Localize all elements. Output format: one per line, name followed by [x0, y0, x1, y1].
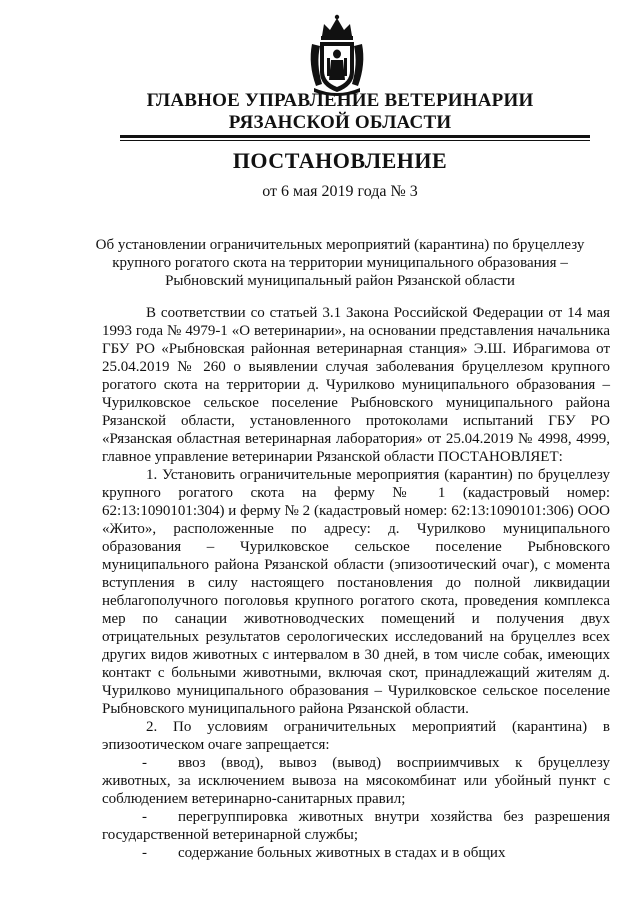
dash-marker: -: [142, 845, 147, 861]
organization-name-line-1: ГЛАВНОЕ УПРАВЛЕНИЕ ВЕТЕРИНАРИИ: [146, 90, 534, 111]
organization-name-line-2: РЯЗАНСКОЙ ОБЛАСТИ: [228, 112, 452, 133]
dash-marker: -: [142, 809, 147, 825]
document-body: [102, 304, 610, 862]
prohibition-item-2-text: перегруппировка животных внутри хозяйства без разрешения государственной ветеринарной службы;: [102, 809, 610, 843]
dash-marker: -: [142, 755, 147, 771]
document-type-title: ПОСТАНОВЛЕНИЕ: [232, 148, 448, 173]
prohibition-item-3: [102, 844, 610, 862]
header-rule-thick: [120, 135, 590, 138]
prohibition-item-2: [102, 808, 610, 844]
item-2-paragraph: 2. По условиям ограничительных мероприятий (карантина) в эпизоотическом очаге запрещается:: [102, 719, 610, 753]
preamble-paragraph: В соответствии со статьей 3.1 Закона Российской Федерации от 14 мая 1993 года № 4979-1 «О ветеринарии», на основании представления начальника ГБУ РО «Рыбновская районная ветеринарная станция» Э.Ш. Ибрагимова от 25.04.2019 № 260 о выявлении случая заболевания бруцеллезом крупного рогатого скота на территории д. Чурилково муниципального образования – Чурилковское сельское поселение Рыбновского муниципального района Рязанской области, установленного протоколами испытаний ГБУ РО «Рязанская областная ветеринарная лаборатория» от 25.04.2019 № 4998, 4999, главное управление ветеринарии Рязанской области ПОСТАНОВЛЯЕТ:: [102, 305, 610, 465]
item-1-paragraph: 1. Установить ограничительные мероприятия (карантин) по бруцеллезу крупного рогатого скота на ферму № 1 (кадастровый номер: 62:13:1090101:304) и ферму № 2 (кадастровый номер: 62:13:1090101:306) ООО «Жито», расположенные по адресу: д. Чурилково муниципального образования – Чурилковское сельское поселение Рыбновского муниципального района Рязанской области (эпизоотический очаг), с момента вступления в силу настоящего постановления до полной ликвидации неблагополучного поголовья крупного рогатого скота, проведения комплекса мер по санации животноводческих помещений и получения двух отрицательных результатов серологических исследований на бруцеллез всех других видов животных с интервалом в 30 дней, в том числе собак, имеющих контакт с больными животными, включая скот, принадлежащий жителям д. Чурилково муниципального образования – Чурилковское сельское поселение Рыбновского муниципального района Рязанской области.: [102, 467, 610, 717]
prohibition-item-1: [102, 754, 610, 808]
prohibition-item-3-text: содержание больных животных в стадах и в общих: [178, 845, 506, 861]
document-date-number: от 6 мая 2019 года № 3: [262, 183, 418, 200]
coat-of-arms-emblem: [306, 14, 368, 96]
header-rule-thin: [120, 140, 590, 141]
prohibition-item-1-text: ввоз (ввод), вывоз (вывод) восприимчивых к бруцеллезу животных, за исключением вывоза на мясокомбинат или убойный пункт с соблюдением ветеринарно-санитарных правил;: [102, 755, 610, 807]
document-subject: Об установлении ограничительных мероприятий (карантина) по бруцеллезу крупного рогатого скота на территории муниципального образования – Рыбновский муниципальный район Рязанской области: [95, 237, 585, 289]
